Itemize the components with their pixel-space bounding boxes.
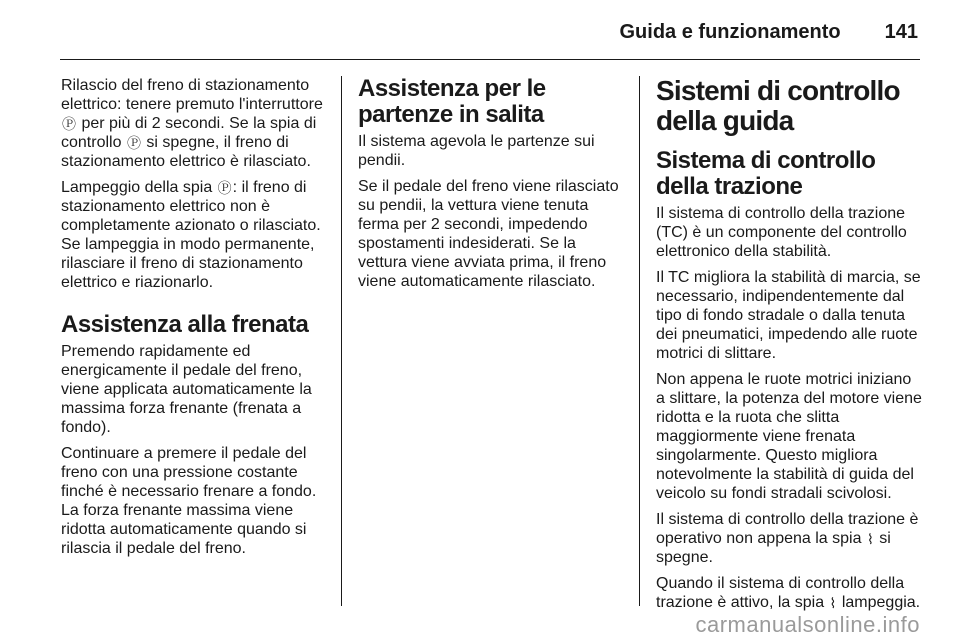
text: per più di 2 secondi. Se la spia di controllo <box>61 115 317 151</box>
text: si spegne, il freno di stazionamento elettrico è rilasciato. <box>61 134 311 170</box>
page-number: 141 <box>884 20 918 43</box>
paragraph <box>656 510 922 567</box>
paragraph: Il sistema di controllo della trazione (TC) è un componente del controllo elettronico della stabilità. <box>656 205 907 260</box>
parking-brake-icon: Ⓟ <box>62 116 76 132</box>
column-1 <box>61 76 331 565</box>
column-divider <box>639 76 640 606</box>
text: Lampeggio della spia <box>61 179 213 196</box>
text: Il sistema di controllo della trazione è operativo non appena la spia <box>656 511 919 547</box>
text: lampeggia. <box>841 594 921 611</box>
heading-hill-start-assist: Assistenza per le partenze in salita <box>358 75 546 128</box>
text: Quando il sistema di controllo della trazione è attivo, la spia <box>656 575 905 611</box>
paragraph: Continuare a premere il pedale del freno con una pressione costante finché è necessario frenare a fondo. La forza frenante massima viene ridotta automaticamente quando si rilascia il pedale del freno. <box>61 445 317 557</box>
text: : il freno di stazionamento elettrico non è completamente azionato o rilasciato. Se lampeggia in modo permanente, rilasciare il freno di stazionamento elettrico e riazionarlo. <box>61 179 321 291</box>
traction-control-icon: ⌇ <box>866 531 874 547</box>
paragraph: Non appena le ruote motrici iniziano a slittare, la potenza del motore viene ridotta e la ruota che slitta maggiormente viene frenata singolarmente. Questo migliora notevolmente la stabilità di guida del veicolo su fondi stradali scivolosi. <box>656 371 922 502</box>
header-rule <box>60 59 920 60</box>
page-header <box>0 14 918 50</box>
parking-brake-icon: Ⓟ <box>217 180 232 196</box>
heading-driving-control-systems: Sistemi di controllo della guida <box>656 75 900 136</box>
column-3 <box>656 76 922 619</box>
column-2 <box>358 76 628 298</box>
paragraph: Il sistema agevola le partenze sui pendii. <box>358 133 595 169</box>
text: si spegne. <box>656 530 891 566</box>
text: Rilascio del freno di stazionamento elettrico: tenere premuto l'interruttore <box>61 77 323 113</box>
paragraph <box>61 178 331 292</box>
traction-control-icon: ⌇ <box>829 595 837 611</box>
watermark: carmanualsonline.info <box>695 612 920 637</box>
paragraph: Il TC migliora la stabilità di marcia, se necessario, indipendentemente dal tipo di fondo stradale o dalla tenuta dei pneumatici, impedendo alle ruote motrici di slittare. <box>656 269 921 362</box>
parking-brake-icon: Ⓟ <box>126 135 141 151</box>
paragraph <box>61 76 331 171</box>
section-title: Guida e funzionamento <box>619 20 841 43</box>
column-divider <box>341 76 342 606</box>
heading-traction-control: Sistema di controllo della trazione <box>656 147 876 200</box>
heading-brake-assist: Assistenza alla frenata <box>61 311 309 338</box>
paragraph <box>656 574 922 612</box>
paragraph: Se il pedale del freno viene rilasciato su pendii, la vettura viene tenuta ferma per 2 secondi, impedendo spostamenti indesiderati. Se la vettura viene avviata prima, il freno viene automaticamente rilasciato. <box>358 178 619 290</box>
paragraph: Premendo rapidamente ed energicamente il pedale del freno, viene applicata automaticamente la massima forza frenante (frenata a fondo). <box>61 343 312 436</box>
